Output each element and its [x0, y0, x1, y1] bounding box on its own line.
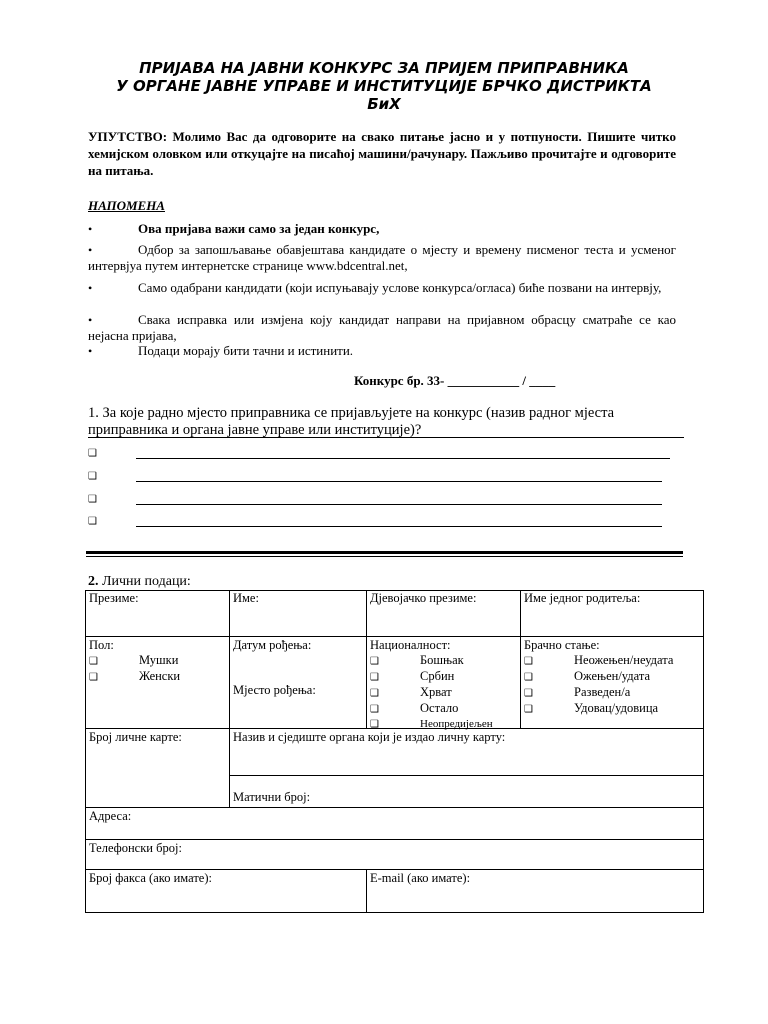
sex-option[interactable] [89, 653, 226, 669]
sex-label: Пол: [89, 638, 114, 652]
position-blank-line[interactable] [136, 504, 662, 505]
bullet-icon: • [88, 281, 93, 295]
note-item-text: Свака исправка или измјена коју кандидат направи на пријавном обрасцу сматраће се као нејасна пријава, [88, 312, 676, 343]
marital-option[interactable] [524, 653, 700, 669]
surname-label: Презиме: [89, 591, 139, 605]
checkbox-icon[interactable]: ❑ [88, 516, 97, 527]
section-2-label: Лични подаци: [102, 574, 191, 589]
phone-label: Телефонски број: [89, 841, 182, 855]
position-option-row[interactable] [88, 494, 678, 508]
table-border [703, 590, 704, 912]
nationality-cell [367, 637, 520, 728]
id-card-label: Број личне карте: [89, 730, 182, 744]
sex-option-label: Женски [139, 669, 181, 683]
jmbg-field[interactable] [230, 776, 703, 807]
nationality-option-label: Неопредијељен [420, 718, 493, 730]
note-item [88, 242, 676, 274]
checkbox-icon[interactable]: ❑ [524, 656, 533, 667]
marital-label: Брачно стање: [524, 638, 600, 652]
nationality-label: Националност: [370, 638, 451, 652]
position-option-row[interactable] [88, 448, 678, 462]
maiden-name-field[interactable] [367, 590, 520, 636]
sex-cell [86, 637, 229, 728]
nationality-option-label: Остало [420, 701, 459, 715]
form-title-line1: ПРИЈАВА НА ЈАВНИ КОНКУРС ЗА ПРИЈЕМ ПРИПРАВНИКА [139, 59, 629, 77]
section-divider-thick [86, 551, 683, 554]
sex-option-label: Мушки [139, 653, 179, 667]
marital-option[interactable] [524, 669, 700, 685]
maiden-name-label: Дјевојачко презиме: [370, 591, 477, 605]
checkbox-icon[interactable]: ❑ [370, 672, 379, 683]
checkbox-icon[interactable]: ❑ [89, 672, 98, 683]
issuer-field[interactable] [230, 729, 703, 775]
note-item-text: Подаци морају бити тачни и истинити. [138, 343, 354, 358]
checkbox-icon[interactable]: ❑ [89, 656, 98, 667]
konkurs-number-field[interactable]: Конкурс бр. 33- ___________ / ____ [354, 373, 556, 388]
address-field[interactable] [86, 808, 703, 839]
checkbox-icon[interactable]: ❑ [524, 704, 533, 715]
phone-field[interactable] [86, 840, 703, 869]
checkbox-icon[interactable]: ❑ [370, 719, 379, 730]
bullet-icon: • [88, 313, 93, 327]
section-2-heading [88, 574, 191, 590]
note-item [88, 280, 676, 296]
parent-name-label: Име једног родитеља: [524, 591, 641, 605]
marital-option[interactable] [524, 701, 700, 717]
section-divider-thin [86, 556, 683, 557]
checkbox-icon[interactable]: ❑ [88, 494, 97, 505]
question-1-underline [88, 437, 684, 438]
note-item [88, 221, 676, 237]
nationality-option[interactable] [370, 653, 517, 669]
issuer-label: Назив и сједиште органа који је издао личну карту: [233, 730, 506, 744]
id-card-field[interactable] [86, 729, 229, 807]
table-border [85, 912, 704, 913]
nationality-option-label: Србин [420, 669, 455, 683]
section-2-number: 2. [88, 574, 99, 589]
sex-option[interactable] [89, 669, 226, 685]
position-option-row[interactable] [88, 516, 678, 530]
marital-option-label: Ожењен/удата [574, 669, 651, 683]
bullet-icon: • [88, 222, 93, 236]
bullet-icon: • [88, 344, 93, 358]
marital-option[interactable] [524, 685, 700, 701]
bullet-icon: • [88, 243, 93, 257]
position-option-row[interactable] [88, 471, 678, 485]
parent-name-field[interactable] [521, 590, 703, 636]
birth-cell [230, 637, 366, 728]
position-blank-line[interactable] [136, 458, 670, 459]
jmbg-label: Матични број: [233, 790, 311, 804]
nationality-option[interactable] [370, 669, 517, 685]
place-of-birth-label[interactable]: Мјесто рођења: [233, 683, 316, 697]
marital-option-label: Неожењен/неудата [574, 653, 674, 667]
marital-option-label: Разведен/а [574, 685, 631, 699]
nationality-option-label: Бошњак [420, 653, 464, 667]
checkbox-icon[interactable]: ❑ [370, 704, 379, 715]
checkbox-icon[interactable]: ❑ [524, 672, 533, 683]
note-item-text: Одбор за запошљавање обавјештава кандидате о мјесту и времену писменог теста и усменог интервјуа путем интернетске странице www.bdcentral.net, [88, 242, 676, 273]
form-title-line2: У ОРГАНЕ ЈАВНЕ УПРАВЕ И ИНСТИТУЦИЈЕ БРЧКО ДИСТРИКТА [116, 77, 652, 95]
instructions-text: УПУТСТВО: Молимо Вас да одговорите на свако питање јасно и у потпуности. Пишите читко хемијском оловком или откуцајте на писаћој машини/рачунару. Пажљиво прочитајте и одговорите на питања. [88, 129, 676, 178]
checkbox-icon[interactable]: ❑ [370, 656, 379, 667]
note-item-text: Само одабрани кандидати (који испуњавају услове конкурса/огласа) биће позвани на интервју, [138, 280, 662, 295]
marital-cell [521, 637, 703, 728]
nationality-option[interactable] [370, 685, 517, 701]
form-title-line3: БиХ [367, 95, 401, 113]
checkbox-icon[interactable]: ❑ [88, 448, 97, 459]
email-field[interactable] [367, 870, 703, 912]
note-heading: НАПОМЕНА [88, 198, 165, 213]
nationality-option-label: Хрват [420, 685, 452, 699]
marital-option-label: Удовац/удовица [574, 701, 659, 715]
question-1: 1. За које радно мјесто приправника се пријављујете на конкурс (назив радног мјеста приправника и органа јавне управе или институције)? [88, 405, 615, 438]
surname-field[interactable] [86, 590, 229, 636]
name-label: Име: [233, 591, 259, 605]
fax-label: Број факса (ако имате): [89, 871, 212, 885]
position-blank-line[interactable] [136, 481, 662, 482]
checkbox-icon[interactable]: ❑ [88, 471, 97, 482]
checkbox-icon[interactable]: ❑ [370, 688, 379, 699]
note-item [88, 312, 676, 344]
date-of-birth-label[interactable]: Датум рођења: [233, 638, 312, 652]
note-item-text: Ова пријава важи само за један конкурс, [138, 221, 380, 236]
fax-field[interactable] [86, 870, 366, 912]
address-label: Адреса: [89, 809, 132, 823]
name-field[interactable] [230, 590, 366, 636]
note-item [88, 343, 676, 359]
checkbox-icon[interactable]: ❑ [524, 688, 533, 699]
email-label: E-mail (ако имате): [370, 871, 471, 885]
position-blank-line[interactable] [136, 526, 662, 527]
nationality-option[interactable] [370, 701, 517, 717]
